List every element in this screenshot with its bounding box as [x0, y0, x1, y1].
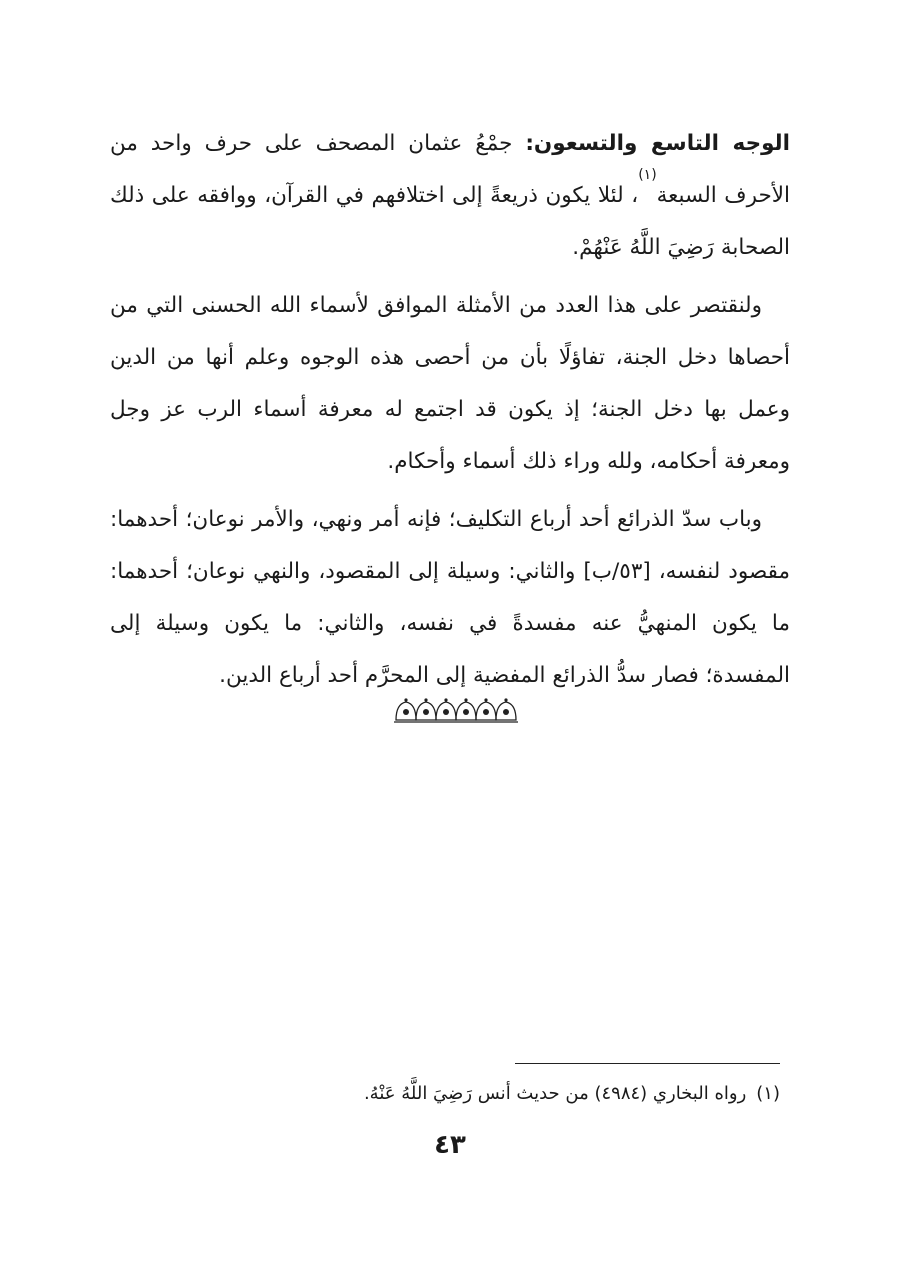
decorative-divider-icon — [390, 696, 520, 726]
paragraph-blocking-means: وباب سدّ الذرائع أحد أرباع التكليف؛ فإنه أمر ونهي، والأمر نوعان؛ أحدهما: مقصود لنفسه، [٥٣/ب] والثاني: وسيلة إلى المقصود، والنهي نوعان؛ أحدهما: ما يكون المنهيُّ عنه مفسدةً في نفسه، والثاني: ما يكون وسيلة إلى المفسدة؛ فصار سدُّ الذرائع المفضية إلى المحرَّم أحد أرباع الدين. — [110, 507, 790, 688]
footnote-number: (١) — [756, 1083, 780, 1104]
main-text — [110, 118, 790, 708]
paragraph-text: جمْعُ عثمان المصحف على حرف واحد من الأحرف السبعة — [110, 131, 790, 208]
paragraph-ninety-ninth-aspect — [110, 118, 790, 274]
ornament-graphic — [390, 696, 520, 726]
paragraph-lead: الوجه التاسع والتسعون: — [525, 131, 790, 156]
footnote-reference[interactable]: (١) — [638, 167, 657, 183]
paragraph-text: ، لئلا يكون ذريعةً إلى اختلافهم في القرآن، ووافقه على ذلك الصحابة رَضِيَ اللَّهُ عَنْهُمْ. — [110, 183, 790, 260]
page-number: ٤٣ — [434, 1130, 466, 1160]
footnote-separator — [515, 1063, 780, 1064]
footnote — [300, 1074, 780, 1114]
paragraph-conclusion: ولنقتصر على هذا العدد من الأمثلة الموافق لأسماء الله الحسنى التي من أحصاها دخل الجنة، تفاؤلًا بأن من أحصى هذه الوجوه وعلم أنها من الدين وعمل بها دخل الجنة؛ إذ يكون قد اجتمع له معرفة أسماء الرب عز وجل ومعرفة أحكامه، ولله وراء ذلك أسماء وأحكام. — [110, 293, 790, 474]
footnote-text: رواه البخاري (٤٩٨٤) من حديث أنس رَضِيَ اللَّهُ عَنْهُ. — [363, 1083, 747, 1104]
